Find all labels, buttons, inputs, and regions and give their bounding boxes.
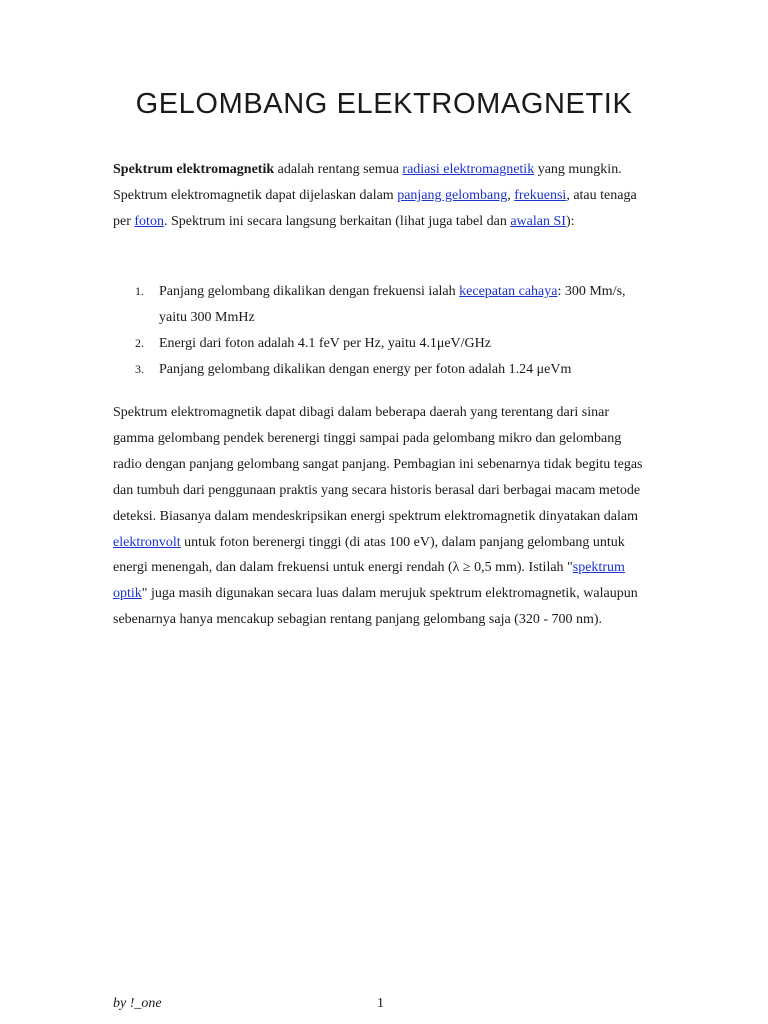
link-radiasi-elektromagnetik[interactable]: radiasi elektromagnetik — [402, 162, 535, 177]
footer-author: by !_one — [113, 996, 162, 1011]
list-text: Panjang gelombang dikalikan dengan energy per foton adalah 1.24 μeVm — [159, 361, 572, 377]
paragraph-text: , — [507, 187, 515, 203]
paragraph-text: untuk foton berenergi tinggi (di atas 100 eV), dalam panjang gelombang untuk energi menengah, dan dalam frekuensi untuk energi rendah (λ ≥ 0,5 mm). Istilah " — [113, 534, 625, 576]
list-item — [113, 331, 653, 357]
body-paragraph — [113, 400, 653, 633]
link-awalan-si[interactable]: awalan SI — [510, 213, 566, 229]
list-number: 1. — [135, 284, 144, 298]
intro-paragraph — [113, 157, 653, 235]
list-item — [113, 279, 653, 331]
list-text: Energi dari foton adalah 4.1 feV per Hz, yaitu 4.1μeV/GHz — [159, 335, 491, 351]
paragraph-text: yang mungkin. Spektrum elektromagnetik dapat dijelaskan dalam — [113, 162, 622, 203]
paragraph-text: Spektrum elektromagnetik dapat dibagi dalam beberapa daerah yang terentang dari sinar gamma gelombang pendek berenergi tinggi sampai pada gelombang mikro dan gelombang radio dengan panjang gelombang sangat panjang. Pembagian ini sebenarnya tidak begitu tegas dan tumbuh dari penggunaan praktis yang secara historis berasal dari berbagai macam metode deteksi. Biasanya dalam mendeskripsikan energi spektrum elektromagnetik dinyatakan dalam — [113, 405, 643, 524]
bold-term: Spektrum elektromagnetik — [113, 162, 275, 177]
paragraph-text: . Spektrum ini secara langsung berkaitan (lihat juga tabel dan — [163, 213, 511, 229]
paragraph-text: , atau tenaga per — [113, 187, 637, 229]
link-foton[interactable]: foton — [134, 213, 164, 229]
link-panjang-gelombang[interactable]: panjang gelombang — [397, 187, 508, 203]
link-spektrum-optik[interactable]: spektrum optik — [113, 560, 625, 602]
list-text: Panjang gelombang dikalikan dengan frekuensi ialah — [159, 284, 460, 299]
link-elektronvolt[interactable]: elektronvolt — [113, 534, 181, 550]
numbered-list — [113, 279, 653, 383]
paragraph-text: " juga masih digunakan secara luas dalam merujuk spektrum elektromagnetik, walaupun sebenarnya hanya mencakup sebagian rentang panjang gelombang saja (320 - 700 nm). — [113, 586, 638, 628]
page-number: 1 — [377, 996, 384, 1011]
list-number: 3. — [135, 361, 144, 376]
page-title: GELOMBANG ELEKTROMAGNETIK — [135, 88, 633, 120]
list-number: 2. — [135, 335, 144, 350]
link-kecepatan-cahaya[interactable]: kecepatan cahaya — [459, 284, 558, 299]
paragraph-text: adalah rentang semua — [274, 162, 403, 177]
paragraph-text: ): — [565, 213, 575, 229]
link-frekuensi[interactable]: frekuensi — [514, 187, 567, 203]
list-item — [113, 357, 653, 383]
list-text: : 300 Mm/s, yaitu 300 MmHz — [159, 284, 626, 325]
